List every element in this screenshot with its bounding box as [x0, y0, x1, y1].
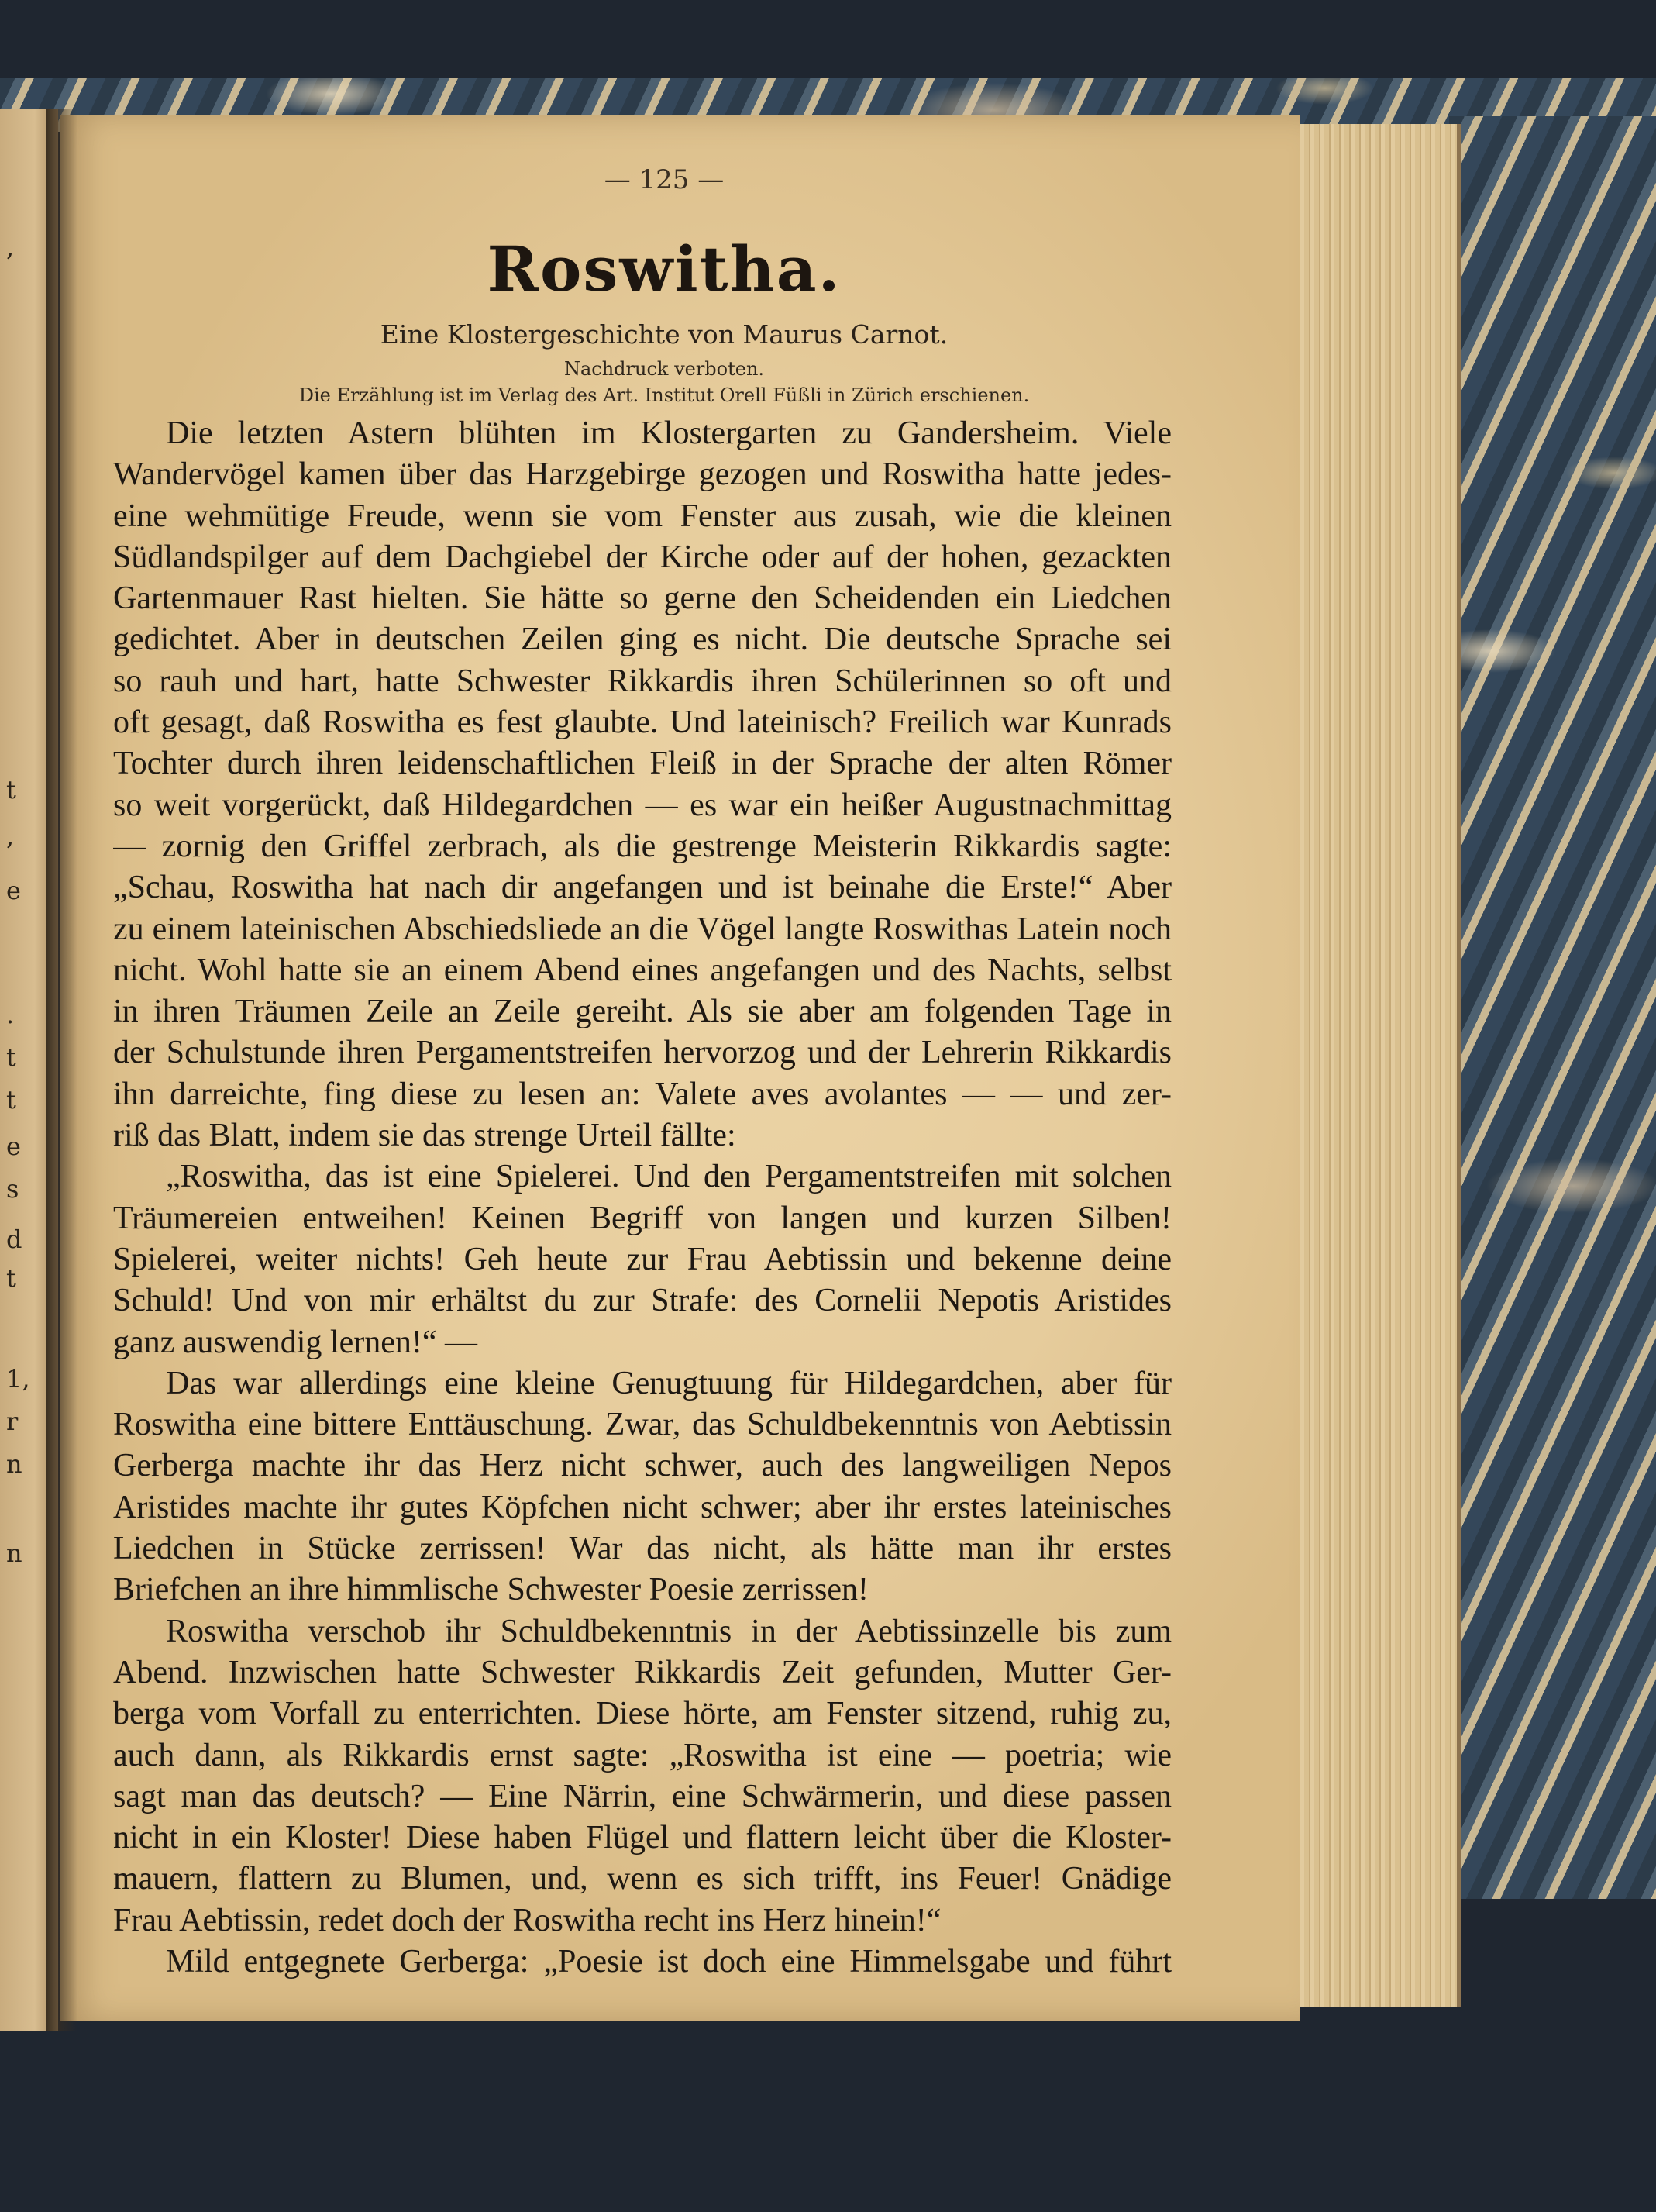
text-line: Wandervögel kamen über das Harzgebirge gezogen und Roswitha hatte jedes- [113, 457, 1172, 493]
text-line: Schuld! Und von mir erhältst du zur Strafe: des Cornelii Nepotis Aristides [113, 1283, 1172, 1319]
page-fore-edge [1294, 124, 1461, 2007]
left-margin-glyph: s [6, 1174, 19, 1204]
left-margin-glyph: n [6, 1538, 22, 1568]
text-line: sagt man das deutsch? — Eine Närrin, eine Schwärmerin, und diese passen [113, 1778, 1172, 1814]
text-line: „Roswitha, das ist eine Spielerei. Und den Pergamentstreifen mit solchen [166, 1159, 1172, 1195]
text-line: der Schulstunde ihren Pergamentstreifen hervorzog und der Lehrerin Rikkardis [113, 1035, 1172, 1071]
text-line: Spielerei, weiter nichts! Geh heute zur Frau Aebtissin und bekenne deine [113, 1241, 1172, 1277]
text-line: berga vom Vorfall zu enterrichten. Diese hörte, am Fenster sitzend, ruhig zu, [113, 1696, 1172, 1732]
text-line: nicht. Wohl hatte sie an einem Abend eines angefangen und des Nachts, selbst [113, 952, 1172, 988]
left-margin-glyph: e [6, 1132, 21, 1161]
text-line: Frau Aebtissin, redet doch der Roswitha recht ins Herz hinein!“ [113, 1902, 942, 1938]
text-line: nicht in ein Kloster! Diese haben Flügel und flattern leicht über die Kloster- [113, 1820, 1172, 1856]
left-margin-glyph: t [6, 775, 16, 805]
text-line: so weit vorgerückt, daß Hildegardchen — es war ein heißer Augustnachmittag [113, 787, 1172, 823]
text-line: Aristides machte ihr gutes Köpfchen nicht schwer; aber ihr erstes lateinisches [113, 1489, 1172, 1525]
text-line: Gartenmauer Rast hielten. Sie hätte so gerne den Scheidenden ein Liedchen [113, 581, 1172, 617]
text-line: in ihren Träumen Zeile an Zeile gereiht. Als sie aber am folgenden Tage in [113, 994, 1172, 1030]
text-line: ganz auswendig lernen!“ — [113, 1324, 477, 1360]
left-margin-glyph: n [6, 1449, 22, 1479]
text-line: „Schau, Roswitha hat nach dir angefangen und ist beinahe die Erste!“ Aber [113, 870, 1172, 906]
text-line: Die letzten Astern blühten im Klostergarten zu Gandersheim. Viele [166, 415, 1172, 451]
left-margin-glyph: d [6, 1225, 22, 1254]
text-line: so rauh und hart, hatte Schwester Rikkardis ihren Schülerinnen so oft und [113, 663, 1172, 699]
left-margin-glyph: . [6, 1000, 15, 1029]
text-line: auch dann, als Rikkardis ernst sagte: „Roswitha ist eine — poetria; wie [113, 1737, 1172, 1773]
text-line: Gerberga machte ihr das Herz nicht schwer, auch des langweiligen Nepos [113, 1448, 1172, 1484]
marbled-cover-right [1449, 116, 1656, 1899]
left-margin-glyph: r [6, 1407, 19, 1436]
left-margin-glyph: , [6, 822, 15, 851]
chapter-title: Roswitha. [487, 233, 842, 305]
text-line: Das war allerdings eine kleine Genugtuung für Hildegardchen, aber für [166, 1365, 1172, 1401]
text-line: gedichtet. Aber in deutschen Zeilen ging es nicht. Die deutsche Sprache sei [113, 622, 1172, 658]
text-line: riß das Blatt, indem sie das strenge Urteil fällte: [113, 1118, 736, 1154]
left-margin-glyph: t [6, 1085, 16, 1115]
chapter-subtitle: Eine Klostergeschichte von Maurus Carnot. [380, 319, 948, 350]
text-line: eine wehmütige Freude, wenn sie vom Fenster aus zusah, wie die kleinen [113, 498, 1172, 534]
text-line: Träumereien entweihen! Keinen Begriff von langen und kurzen Silben! [113, 1200, 1172, 1236]
text-line: oft gesagt, daß Roswitha es fest glaubte. Und lateinisch? Freilich war Kunrads [113, 705, 1172, 741]
text-line: mauern, flattern zu Blumen, und, wenn es sich trifft, ins Feuer! Gnädige [113, 1861, 1172, 1897]
text-line: Südlandspilger auf dem Dachgiebel der Kirche oder auf der hohen, gezackten [113, 539, 1172, 575]
left-margin-glyph: , [6, 233, 15, 262]
text-line: ihn darreichte, fing diese zu lesen an: Valete aves avolantes — — und zer- [113, 1076, 1172, 1112]
left-margin-glyph: t [6, 1263, 16, 1293]
text-line: Briefchen an ihre himmlische Schwester Poesie zerrissen! [113, 1572, 869, 1608]
text-line: Mild entgegnete Gerberga: „Poesie ist doch eine Himmelsgabe und führt [166, 1943, 1172, 1979]
page-number: — 125 — [604, 164, 725, 195]
text-line: Abend. Inzwischen hatte Schwester Rikkardis Zeit gefunden, Mutter Ger- [113, 1654, 1172, 1690]
text-line: Tochter durch ihren leidenschaftlichen Fleiß in der Sprache der alten Römer [113, 746, 1172, 782]
text-line: Roswitha eine bittere Enttäuschung. Zwar, das Schuldbekenntnis von Aebtissin [113, 1407, 1172, 1443]
left-margin-glyph: 1, [6, 1364, 30, 1394]
body-text [113, 413, 1172, 1983]
left-margin-glyph: t [6, 1042, 16, 1072]
left-margin-glyph: e [6, 876, 21, 905]
text-line: Liedchen in Stücke zerrissen! War das nicht, als hätte man ihr erstes [113, 1531, 1172, 1567]
publisher-notice: Die Erzählung ist im Verlag des Art. Institut Orell Füßli in Zürich erschienen. [298, 384, 1030, 406]
reprint-notice: Nachdruck verboten. [563, 358, 765, 380]
text-line: — zornig den Griffel zerbrach, als die gestrenge Meisterin Rikkardis sagte: [113, 828, 1172, 864]
text-line: zu einem lateinischen Abschiedsliede an die Vögel langte Roswithas Latein noch [113, 911, 1172, 947]
text-line: Roswitha verschob ihr Schuldbekenntnis in der Aebtissinzelle bis zum [166, 1613, 1172, 1649]
